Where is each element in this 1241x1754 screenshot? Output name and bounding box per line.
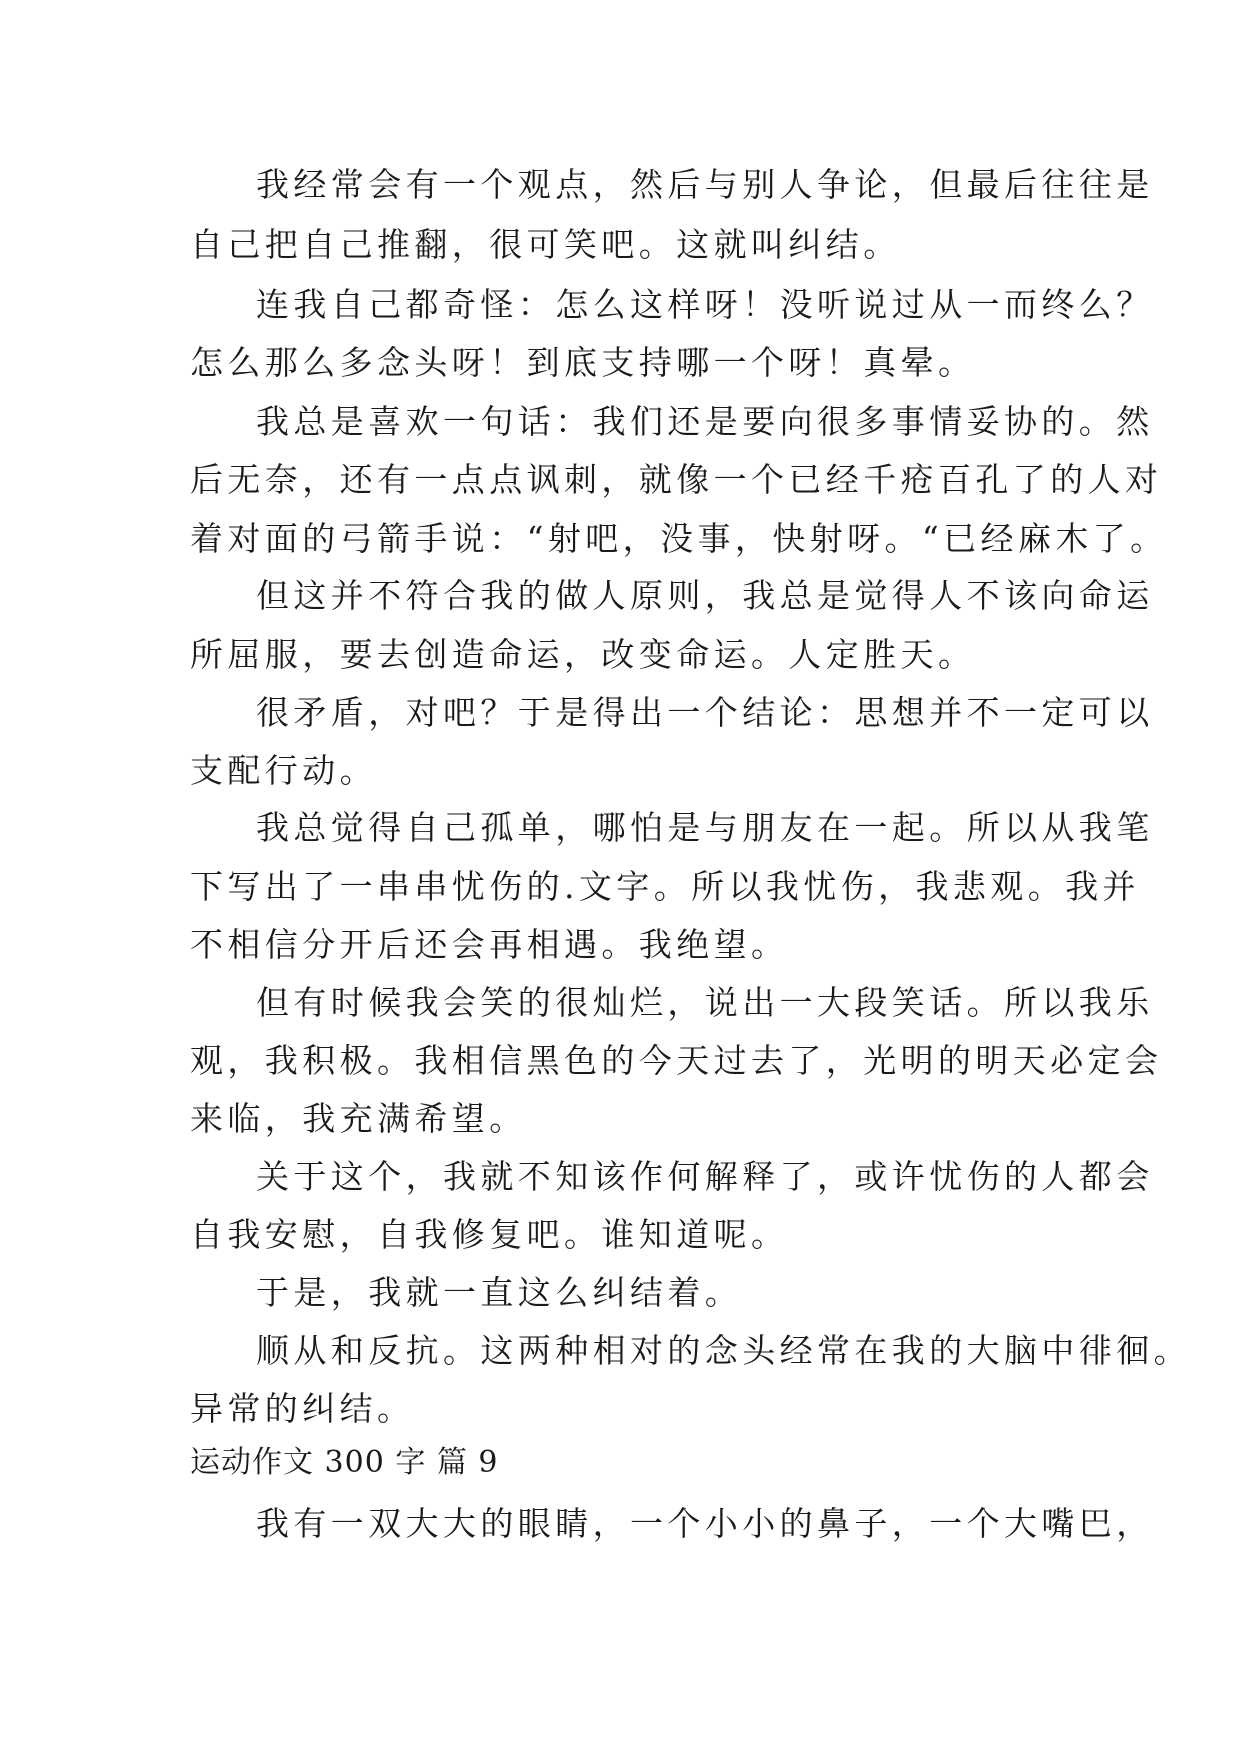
paragraph-line: 观，我积极。我相信黑色的今天过去了，光明的明天必定会 xyxy=(190,1041,1163,1080)
paragraph-line: 自己把自己推翻，很可笑吧。这就叫纠结。 xyxy=(190,225,901,264)
paragraph-line: 来临，我充满希望。 xyxy=(190,1099,527,1138)
paragraph-line: 后无奈，还有一点点讽刺，就像一个已经千疮百孔了的人对 xyxy=(190,460,1163,499)
paragraph-line: 但这并不符合我的做人原则，我总是觉得人不该向命运 xyxy=(256,576,1154,615)
paragraph-line: 所屈服，要去创造命运，改变命运。人定胜天。 xyxy=(190,635,976,674)
paragraph-line: 我总是喜欢一句话：我们还是要向很多事情妥协的。然 xyxy=(256,402,1154,441)
paragraph-line: 着对面的弓箭手说：“射吧，没事，快射呀。“已经麻木了。 xyxy=(190,519,1168,558)
paragraph-line: 自我安慰，自我修复吧。谁知道呢。 xyxy=(190,1215,789,1254)
paragraph-line: 顺从和反抗。这两种相对的念头经常在我的大脑中徘徊。 xyxy=(256,1331,1191,1370)
paragraph-line: 于是，我就一直这么纠结着。 xyxy=(256,1273,743,1312)
paragraph-line: 异常的纠结。 xyxy=(190,1389,415,1428)
paragraph-line: 但有时候我会笑的很灿烂，说出一大段笑话。所以我乐 xyxy=(256,983,1154,1022)
section-heading: 运动作文 300 字 篇 9 xyxy=(190,1445,499,1480)
paragraph-line: 很矛盾，对吧？于是得出一个结论：思想并不一定可以 xyxy=(256,693,1154,732)
paragraph-line: 我总觉得自己孤单，哪怕是与朋友在一起。所以从我笔 xyxy=(256,808,1154,847)
paragraph-line: 怎么那么多念头呀！到底支持哪一个呀！真晕。 xyxy=(190,343,976,382)
paragraph-line: 支配行动。 xyxy=(190,751,377,790)
paragraph-line: 连我自己都奇怪：怎么这样呀！没听说过从一而终么？ xyxy=(256,285,1154,324)
paragraph-line: 关于这个，我就不知该作何解释了，或许忧伤的人都会 xyxy=(256,1157,1154,1196)
paragraph-line: 不相信分开后还会再相遇。我绝望。 xyxy=(190,925,789,964)
paragraph-line: 下写出了一串串忧伤的.文字。所以我忧伤，我悲观。我并 xyxy=(190,867,1140,906)
paragraph-line: 我有一双大大的眼睛，一个小小的鼻子，一个大嘴巴， xyxy=(256,1504,1154,1543)
paragraph-line: 我经常会有一个观点，然后与别人争论，但最后往往是 xyxy=(256,165,1154,204)
